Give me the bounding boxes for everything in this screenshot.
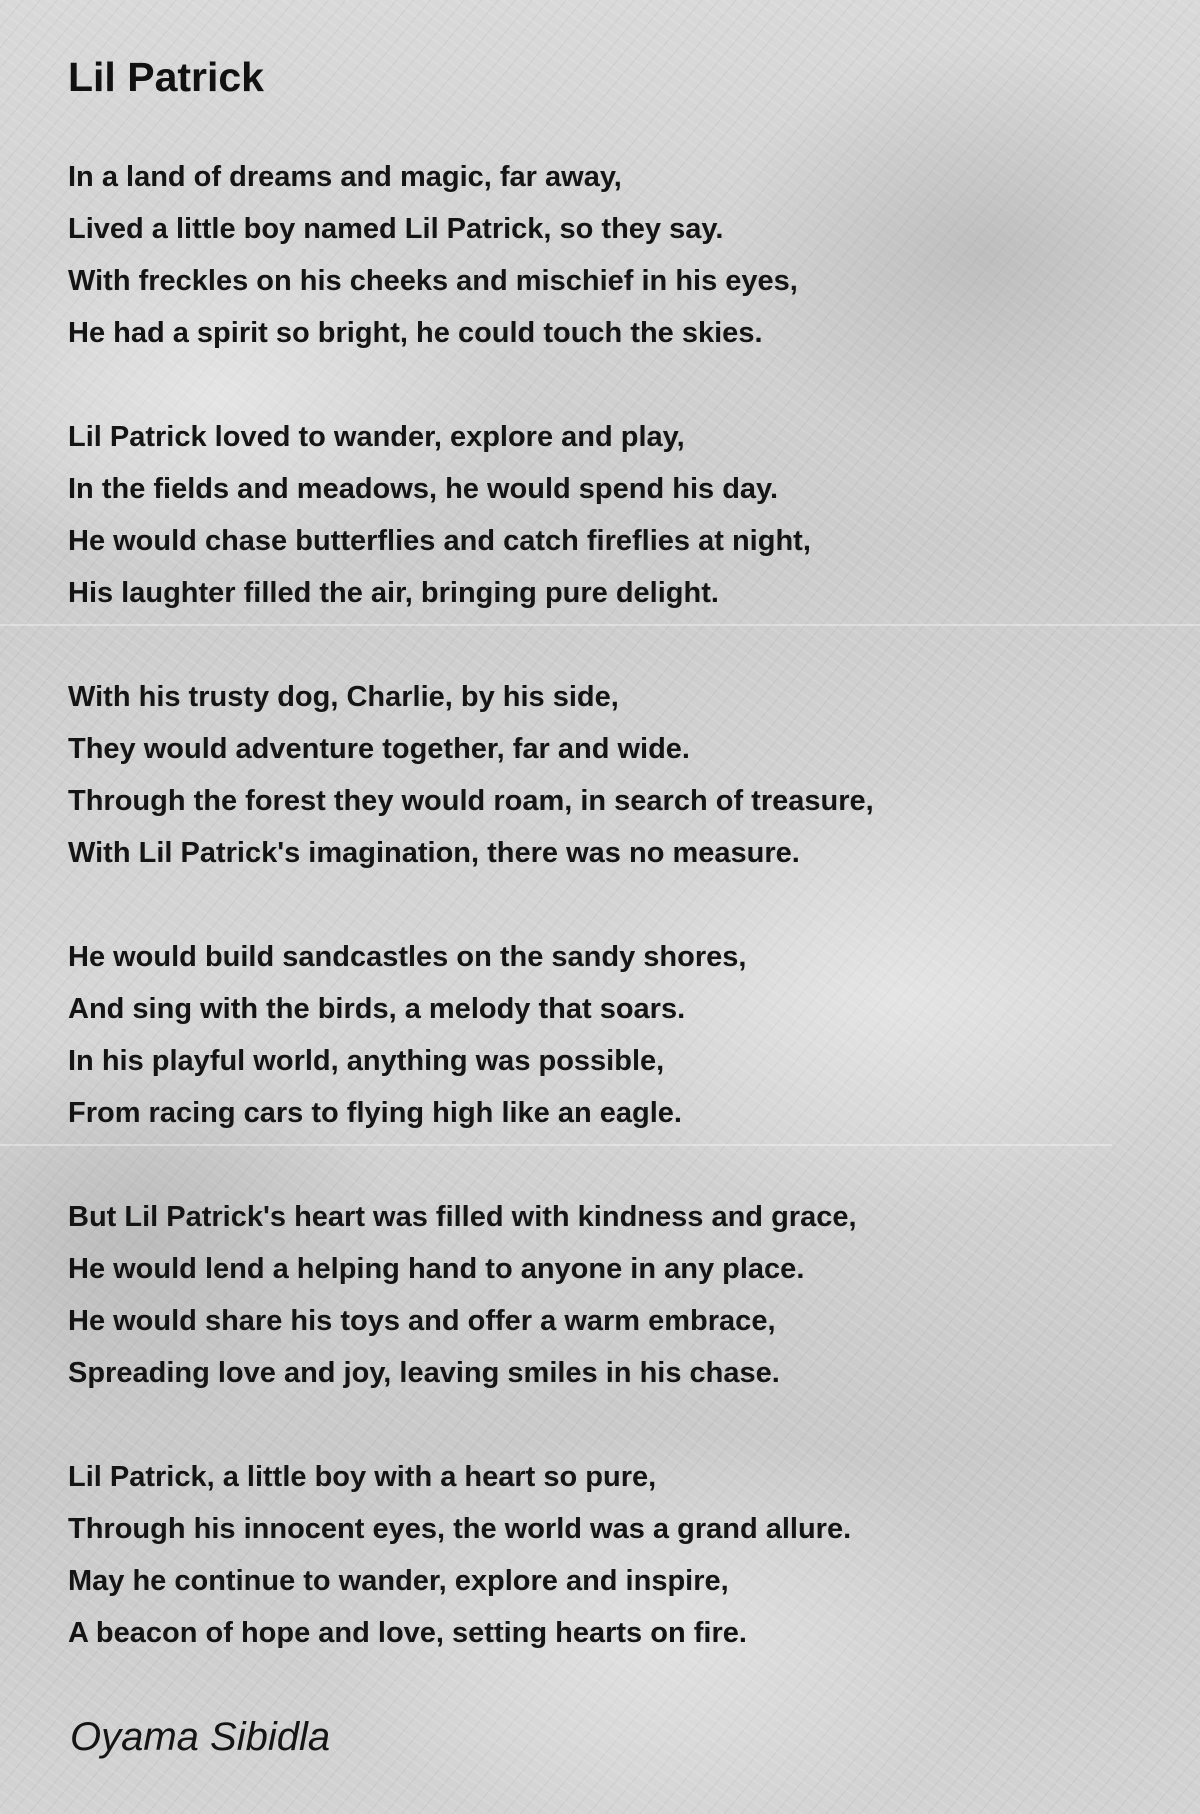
poem-line: His laughter filled the air, bringing pure delight. [68, 577, 719, 609]
poem-line: Through his innocent eyes, the world was a grand allure. [68, 1513, 852, 1545]
stanza-4 [68, 931, 1168, 1139]
poem-line: He would lend a helping hand to anyone in any place. [68, 1253, 805, 1285]
poem-line: Lil Patrick, a little boy with a heart so pure, [68, 1461, 657, 1493]
poem-line: And sing with the birds, a melody that soars. [68, 993, 686, 1025]
poem-line: With freckles on his cheeks and mischief in his eyes, [68, 265, 798, 297]
stanza-2 [68, 411, 1168, 619]
poem-line: In his playful world, anything was possible, [68, 1045, 665, 1077]
poem-line: From racing cars to flying high like an eagle. [68, 1097, 682, 1129]
poem-line: He would build sandcastles on the sandy shores, [68, 941, 747, 973]
poem-line: With his trusty dog, Charlie, by his side, [68, 681, 619, 713]
poem-body [68, 151, 1168, 1711]
poem-line: Through the forest they would roam, in search of treasure, [68, 785, 874, 817]
poem-line: With Lil Patrick's imagination, there was no measure. [68, 837, 800, 869]
poem-line: Lil Patrick loved to wander, explore and play, [68, 421, 685, 453]
poem-line: Spreading love and joy, leaving smiles in his chase. [68, 1357, 780, 1389]
stanza-5 [68, 1191, 1168, 1399]
poem-title: Lil Patrick [68, 54, 264, 100]
poem-line: May he continue to wander, explore and inspire, [68, 1565, 729, 1597]
poem-author: Oyama Sibidla [70, 1715, 331, 1759]
poem-line: He would chase butterflies and catch fireflies at night, [68, 525, 811, 557]
poem-line: But Lil Patrick's heart was filled with kindness and grace, [68, 1201, 857, 1233]
poem-line: A beacon of hope and love, setting hearts on fire. [68, 1617, 747, 1649]
stanza-1 [68, 151, 1168, 359]
poem-line: In a land of dreams and magic, far away, [68, 161, 622, 193]
poem-line: He would share his toys and offer a warm embrace, [68, 1305, 776, 1337]
poem-line: They would adventure together, far and wide. [68, 733, 690, 765]
poem-line: He had a spirit so bright, he could touch the skies. [68, 317, 763, 349]
poem-line: In the fields and meadows, he would spend his day. [68, 473, 779, 505]
stanza-3 [68, 671, 1168, 879]
poem-line: Lived a little boy named Lil Patrick, so they say. [68, 213, 724, 245]
stanza-6 [68, 1451, 1168, 1659]
